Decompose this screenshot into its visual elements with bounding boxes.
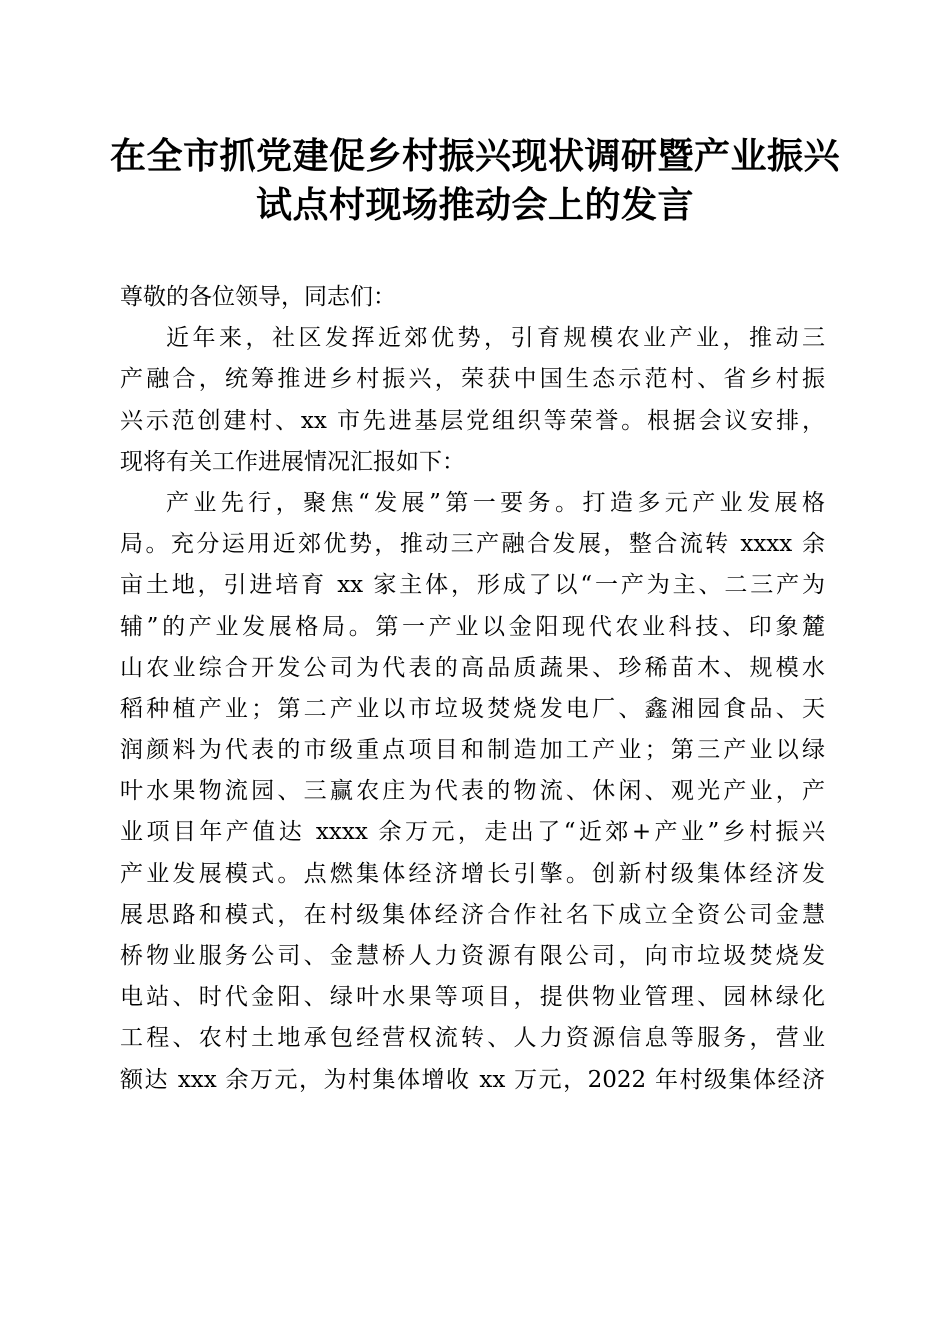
- salutation: 尊敬的各位领导，同志们：: [120, 284, 396, 310]
- paragraph-2-line: 展思路和模式，在村级集体经济合作社名下成立全资公司金慧: [120, 901, 825, 928]
- paragraph-1-line: 现将有关工作进展情况汇报如下：: [120, 448, 465, 475]
- paragraph-1: [120, 318, 825, 483]
- paragraph-2-line: 业项目年产值达 xxxx 余万元，走出了“近郊+产业”乡村振兴: [120, 819, 825, 846]
- paragraph-2-line: 局。充分运用近郊优势，推动三产融合发展，整合流转 xxxx 余: [120, 531, 825, 558]
- paragraph-2: [120, 483, 825, 1101]
- title-line-1: 在全市抓党建促乡村振兴现状调研暨产业振兴: [109, 135, 840, 177]
- paragraph-2-line: 叶水果物流园、三赢农庄为代表的物流、休闲、观光产业，产: [120, 778, 825, 805]
- paragraph-2-line: 额达 xxx 余万元，为村集体增收 xx 万元，2022 年村级集体经济: [120, 1066, 825, 1093]
- paragraph-2-line: 产业发展模式。点燃集体经济增长引擎。创新村级集体经济发: [120, 860, 825, 887]
- paragraph-1-line: 近年来，社区发挥近郊优势，引育规模农业产业，推动三: [166, 325, 825, 352]
- paragraph-2-line: 山农业综合开发公司为代表的高品质蔬果、珍稀苗木、规模水: [120, 654, 825, 681]
- paragraph-2-line: 桥物业服务公司、金慧桥人力资源有限公司，向市垃圾焚烧发: [120, 943, 825, 969]
- paragraph-2-line: 电站、时代金阳、绿叶水果等项目，提供物业管理、园林绿化: [120, 984, 825, 1011]
- paragraph-2-line: 润颜料为代表的市级重点项目和制造加工产业；第三产业以绿: [120, 737, 825, 764]
- document-title: [100, 132, 850, 230]
- document-body: [120, 277, 825, 1101]
- paragraph-2-line: 稻种植产业；第二产业以市垃圾焚烧发电厂、鑫湘园食品、天: [120, 695, 825, 722]
- paragraph-2-line: 工程、农村土地承包经营权流转、人力资源信息等服务，营业: [120, 1025, 825, 1052]
- paragraph-1-line: 产融合，统筹推进乡村振兴，荣获中国生态示范村、省乡村振: [120, 366, 825, 393]
- paragraph-1-line: 兴示范创建村、xx 市先进基层党组织等荣誉。根据会议安排，: [120, 407, 825, 434]
- paragraph-2-line: 亩土地，引进培育 xx 家主体，形成了以“一产为主、二三产为: [120, 572, 825, 599]
- paragraph-2-line: 产业先行，聚焦“发展”第一要务。打造多元产业发展格: [166, 489, 825, 516]
- title-line-2: 试点村现场推动会上的发言: [255, 184, 694, 226]
- paragraph-2-line: 辅”的产业发展格局。第一产业以金阳现代农业科技、印象麓: [120, 613, 825, 640]
